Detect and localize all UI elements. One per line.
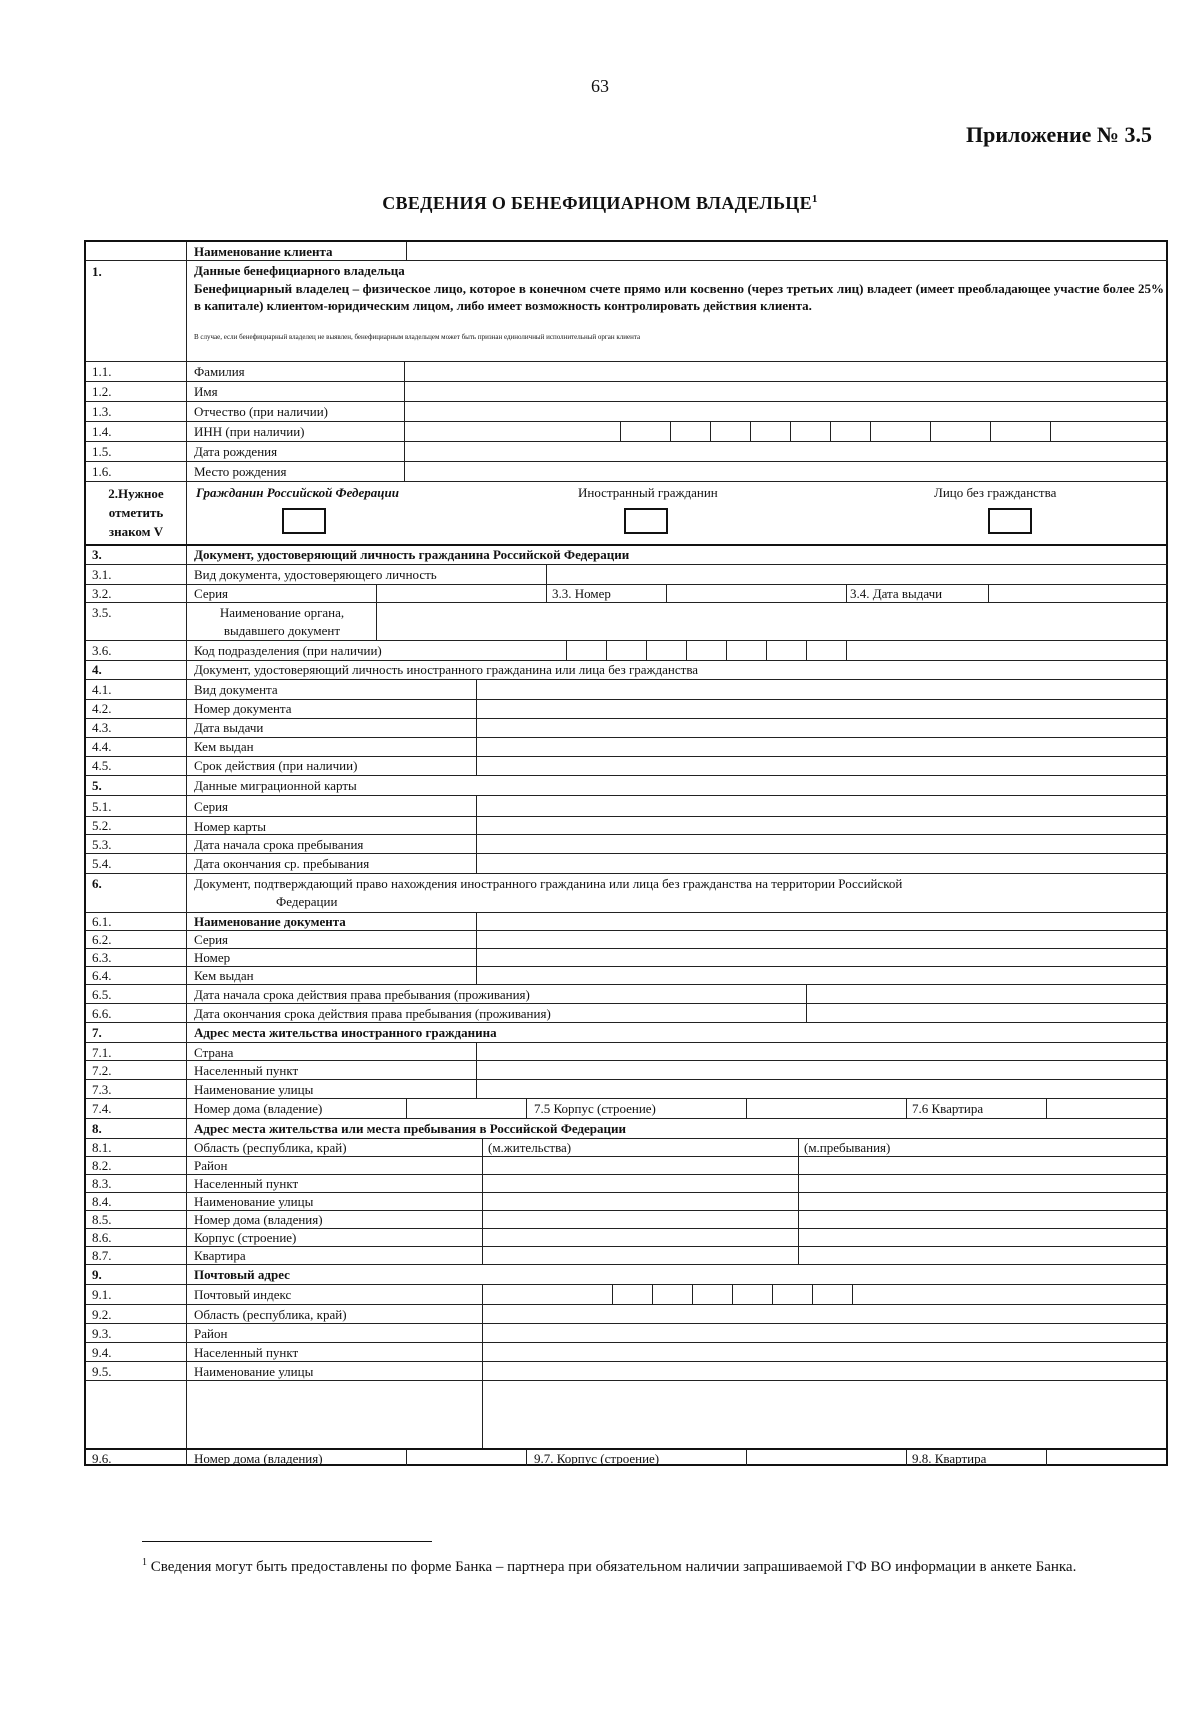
beneficiary-definition: Бенефициарный владелец – физическое лицо, которое в конечном счете прямо или косвенно (через третьих лиц) владеет (имеет преобладающее участие более 25% в капитале) клиентом-юридическим лицом, либо имеет возможность контролировать действия клиента.	[194, 281, 1164, 313]
row-9-8-label: 9.8. Квартира	[912, 1451, 987, 1466]
option-rf-citizen-checkbox[interactable]	[282, 508, 326, 534]
row-5-3-label: Дата начала срока пребывания	[194, 837, 364, 852]
row-7-3-number: 7.3.	[92, 1082, 112, 1097]
section-7-number: 7.	[92, 1025, 102, 1040]
row-1-3-label: Отчество (при наличии)	[194, 404, 329, 419]
row-7-6-label: 7.6 Квартира	[912, 1101, 984, 1116]
row-3-2-label: Серия	[194, 586, 229, 601]
section-4-heading: Документ, удостоверяющий личность иностранного гражданина или лица без гражданства	[194, 662, 699, 677]
row-1-4-label: ИНН (при наличии)	[194, 424, 305, 439]
row-8-2-label: Район	[194, 1158, 228, 1173]
section-6-heading-line2: Федерации	[276, 894, 338, 909]
row-8-6-label: Корпус (строение)	[194, 1230, 297, 1245]
row-8-7-number: 8.7.	[92, 1248, 112, 1263]
row-6-3-number: 6.3.	[92, 950, 112, 965]
row-9-1-number: 9.1.	[92, 1287, 112, 1302]
row-6-5-label: Дата начала срока действия права пребывания (проживания)	[194, 987, 530, 1002]
row-9-2-number: 9.2.	[92, 1307, 112, 1322]
row-9-4-label: Населенный пункт	[194, 1345, 299, 1360]
beneficiary-form	[84, 240, 1168, 1466]
section-1-heading: Данные бенефициарного владельца	[194, 263, 405, 278]
row-6-5-number: 6.5.	[92, 987, 112, 1002]
row-4-3-number: 4.3.	[92, 720, 112, 735]
row-7-4-label: Номер дома (владение)	[194, 1101, 323, 1116]
row-6-3-label: Номер	[194, 950, 231, 965]
footnote	[142, 1553, 1152, 1577]
row-3-3-label: 3.3. Номер	[552, 586, 611, 601]
row-8-1-number: 8.1.	[92, 1140, 112, 1155]
row-7-4-number: 7.4.	[92, 1101, 112, 1116]
option-foreign-citizen-checkbox[interactable]	[624, 508, 668, 534]
row-6-4-label: Кем выдан	[194, 968, 254, 983]
row-1-1-number: 1.1.	[92, 364, 112, 379]
row-6-6-number: 6.6.	[92, 1006, 112, 1021]
section-3-number: 3.	[92, 547, 102, 562]
column-residence: (м.жительства)	[488, 1140, 572, 1155]
row-1-2-number: 1.2.	[92, 384, 112, 399]
client-name-label: Наименование клиента	[194, 244, 333, 259]
row-6-2-label: Серия	[194, 932, 229, 947]
section-5-heading: Данные миграционной карты	[194, 778, 357, 793]
row-6-4-number: 6.4.	[92, 968, 112, 983]
row-5-3-number: 5.3.	[92, 837, 112, 852]
row-7-2-label: Населенный пункт	[194, 1063, 299, 1078]
option-rf-citizen-label: Гражданин Российской Федерации	[196, 485, 399, 500]
row-4-4-label: Кем выдан	[194, 739, 254, 754]
section-9-number: 9.	[92, 1267, 102, 1282]
footnote-mark: 1	[142, 1557, 147, 1568]
row-8-3-label: Населенный пункт	[194, 1176, 299, 1191]
row-3-4-label: 3.4. Дата выдачи	[850, 586, 943, 601]
row-8-2-number: 8.2.	[92, 1158, 112, 1173]
option-stateless-checkbox[interactable]	[988, 508, 1032, 534]
row-4-2-label: Номер документа	[194, 701, 292, 716]
row-5-1-number: 5.1.	[92, 799, 112, 814]
row-3-1-number: 3.1.	[92, 567, 112, 582]
row-3-1-label: Вид документа, удостоверяющего личность	[194, 567, 437, 582]
row-4-5-number: 4.5.	[92, 758, 112, 773]
client-name-field[interactable]	[408, 242, 1166, 260]
row-1-2-label: Имя	[194, 384, 218, 399]
row-1-5-label: Дата рождения	[194, 444, 278, 459]
row-8-1-label: Область (республика, край)	[194, 1140, 347, 1155]
row-3-5-number: 3.5.	[92, 605, 112, 620]
row-6-2-number: 6.2.	[92, 932, 112, 947]
row-5-4-number: 5.4.	[92, 856, 112, 871]
row-8-3-number: 8.3.	[92, 1176, 112, 1191]
row-3-5-label: Наименование органа, выдавшего документ	[219, 605, 345, 638]
row-7-1-label: Страна	[194, 1045, 234, 1060]
row-9-7-label: 9.7. Корпус (строение)	[534, 1451, 660, 1466]
option-foreign-citizen-label: Иностранный гражданин	[578, 485, 718, 500]
row-9-5-label: Наименование улицы	[194, 1364, 314, 1379]
row-6-1-number: 6.1.	[92, 914, 112, 929]
section-8-number: 8.	[92, 1121, 102, 1136]
section-3-heading: Документ, удостоверяющий личность гражданина Российской Федерации	[194, 547, 630, 562]
row-9-5-number: 9.5.	[92, 1364, 112, 1379]
section-7-heading: Адрес места жительства иностранного гражданина	[194, 1025, 497, 1040]
row-8-4-number: 8.4.	[92, 1194, 112, 1209]
row-8-7-label: Квартира	[194, 1248, 246, 1263]
section-2-instruction: 2.Нужное отметить знаком V	[108, 486, 164, 539]
row-4-3-label: Дата выдачи	[194, 720, 264, 735]
row-8-4-label: Наименование улицы	[194, 1194, 314, 1209]
row-1-3-number: 1.3.	[92, 404, 112, 419]
row-5-2-label: Номер карты	[194, 819, 267, 834]
row-9-3-label: Район	[194, 1326, 228, 1341]
row-3-6-label: Код подразделения (при наличии)	[194, 643, 382, 658]
option-stateless-label: Лицо без гражданства	[934, 485, 1057, 500]
column-stay: (м.пребывания)	[804, 1140, 891, 1155]
row-4-1-label: Вид документа	[194, 682, 278, 697]
page-number: 63	[591, 76, 609, 96]
row-6-6-label: Дата окончания срока действия права пребывания (проживания)	[194, 1006, 551, 1021]
section-1-number: 1.	[92, 264, 102, 279]
section-5-number: 5.	[92, 778, 102, 793]
row-1-6-label: Место рождения	[194, 464, 287, 479]
row-3-6-number: 3.6.	[92, 643, 112, 658]
row-5-4-label: Дата окончания ср. пребывания	[194, 856, 370, 871]
row-3-2-number: 3.2.	[92, 586, 112, 601]
row-1-1-label: Фамилия	[194, 364, 245, 379]
title-text: СВЕДЕНИЯ О БЕНЕФИЦИАРНОМ ВЛАДЕЛЬЦЕ	[382, 193, 812, 213]
row-4-5-label: Срок действия (при наличии)	[194, 758, 358, 773]
footnote-separator	[142, 1541, 432, 1542]
row-8-6-number: 8.6.	[92, 1230, 112, 1245]
row-1-4-number: 1.4.	[92, 424, 112, 439]
row-7-1-number: 7.1.	[92, 1045, 112, 1060]
section-4-number: 4.	[92, 662, 102, 677]
row-9-6-number: 9.6.	[92, 1451, 112, 1466]
row-9-2-label: Область (республика, край)	[194, 1307, 347, 1322]
row-9-6-label: Номер дома (владения)	[194, 1451, 323, 1466]
row-7-2-number: 7.2.	[92, 1063, 112, 1078]
beneficiary-note: В случае, если бенефициарный владелец не выявлен, бенефициарным владельцем может быть признан единоличный исполнительный орган клиента	[194, 333, 641, 341]
row-6-1-label: Наименование документа	[194, 914, 346, 929]
section-6-heading-line1: Документ, подтверждающий право нахождения иностранного гражданина или лица без гражданства на территории Российской	[194, 876, 903, 891]
row-7-5-label: 7.5 Корпус (строение)	[534, 1101, 656, 1116]
row-9-4-number: 9.4.	[92, 1345, 112, 1360]
row-4-4-number: 4.4.	[92, 739, 112, 754]
section-8-heading: Адрес места жительства или места пребывания в Российской Федерации	[194, 1121, 627, 1136]
row-5-2-number: 5.2.	[92, 818, 112, 833]
appendix-label: Приложение № 3.5	[966, 122, 1152, 147]
row-1-6-number: 1.6.	[92, 464, 112, 479]
title-footnote-mark: 1	[811, 193, 818, 205]
row-4-1-number: 4.1.	[92, 682, 112, 697]
section-6-number: 6.	[92, 876, 102, 891]
row-8-5-label: Номер дома (владения)	[194, 1212, 323, 1227]
row-5-1-label: Серия	[194, 799, 229, 814]
row-9-3-number: 9.3.	[92, 1326, 112, 1341]
footnote-text: Сведения могут быть предоставлены по форме Банка – партнера при обязательном наличии запрашиваемой ГФ ВО информации в анкете Банка.	[150, 1559, 1077, 1575]
row-1-5-number: 1.5.	[92, 444, 112, 459]
row-9-1-label: Почтовый индекс	[194, 1287, 292, 1302]
row-8-5-number: 8.5.	[92, 1212, 112, 1227]
document-title	[0, 193, 1200, 214]
row-7-3-label: Наименование улицы	[194, 1082, 314, 1097]
row-4-2-number: 4.2.	[92, 701, 112, 716]
section-9-heading: Почтовый адрес	[194, 1267, 290, 1282]
